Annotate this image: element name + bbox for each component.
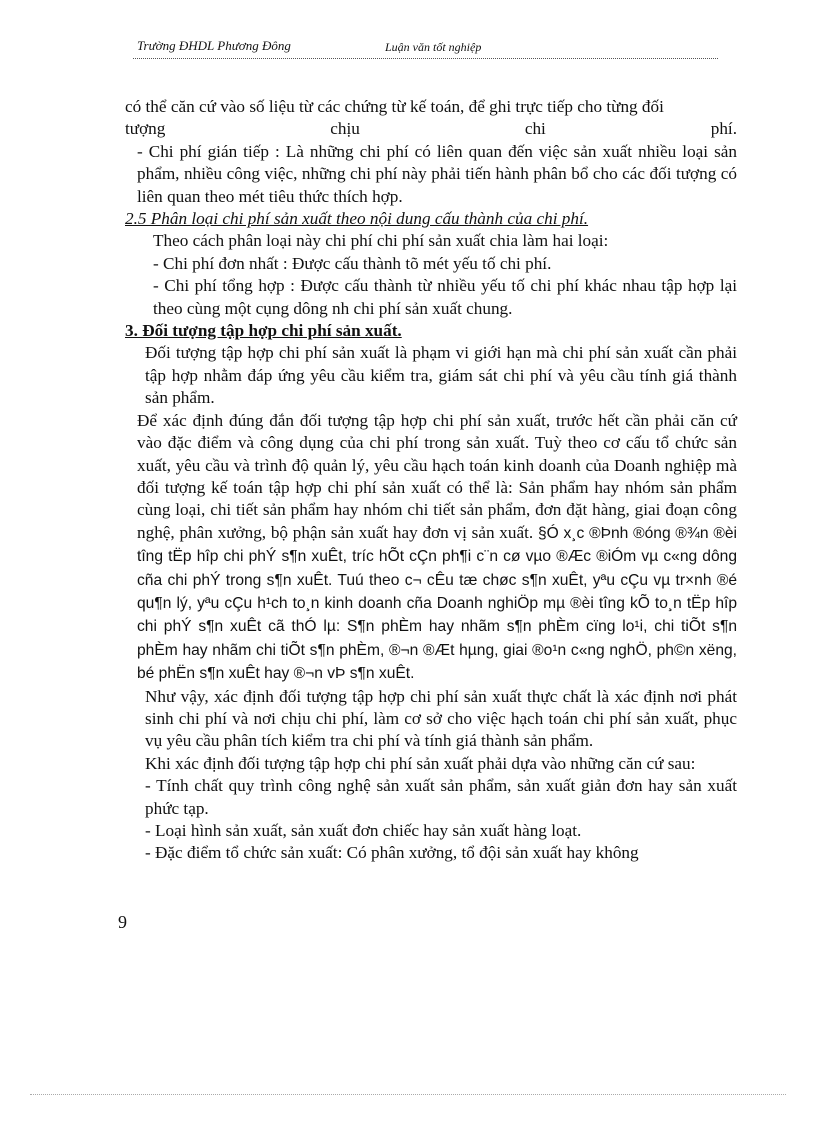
para1-word2: chịu: [330, 119, 360, 139]
section-3-heading: 3. Đối tượng tập hợp chi phí sản xuất.: [125, 321, 402, 341]
section-2-5-title: 2.5 Phân loại chi phí sản xuất theo nội dung cấu thành của chi phí.: [125, 209, 589, 229]
page-header: [133, 34, 718, 59]
paragraph-classification: Theo cách phân loại này chi phí chi phí sản xuất chia làm hai loại:: [153, 231, 609, 251]
para1-word1: tượng: [125, 119, 166, 139]
paragraph-technology: - Tính chất quy trình công nghệ sản xuất sản phẩm, sản xuất giản đơn hay sản xuất phức tạp.: [145, 776, 737, 818]
determination-garbled-text: §Ó x¸c ®Þnh ®óng ®¾n ®èi tîng tËp hîp chi phÝ s¶n xuÊt, tríc hÕt cÇn ph¶i c¨n cø vµo ®Æc ®iÓm vµ c«ng dông cña chi phÝ trong s¶n xuÊt. Tuú theo c¬ cÊu tæ chøc s¶n xuÊt, yªu cÇu vµ tr×nh ®é qu¶n lý, yªu cÇu h¹ch to¸n kinh doanh cña Doanh nghiÖp mµ ®èi tîng kÕ to¸n tËp hîp chi phÝ s¶n xuÊt cã thÓ lµ: S¶n phÈm hay nhãm s¶n phÈm cïng lo¹i, chi tiÕt s¶n phÈm hay nhãm chi tiÕt s¶n phÈm, ®¬n ®Æt hµng, giai ®o¹n c«ng nghÖ, ph©n xëng, bé phËn s¶n xuÊt hay ®¬n vÞ s¶n xuÊt.: [137, 524, 737, 683]
determination-text: Để xác định đúng đắn đối tượng tập hợp chi phí sản xuất, trước hết cần phải căn cứ vào đặc điểm và công dụng của chi phí trong sản xuất. Tuỳ theo cơ cấu tổ chức sản xuất, yêu cầu và trình độ quản lý, yêu cầu hạch toán kinh doanh của Doanh nghiệp mà đối tượng kế toán tập hợp chi phí sản xuất có thể là: Sản phẩm hay nhóm sản phẩm cùng loại, chi tiết sản phẩm hay nhóm chi tiết sản phẩm, đơn đặt hàng, giai đoạn công nghệ, phân xưởng, bộ phận sản xuất hay đơn vị sản xuất.: [137, 410, 737, 542]
paragraph-indirect-cost: - Chi phí gián tiếp : Là những chi phí có liên quan đến việc sản xuất nhiều loại sản phẩm, nhiều công việc, những chi phí này phải tiến hành phân bổ cho các đối tượng có liên quan theo mét tiêu thức thích hợp.: [137, 141, 737, 206]
paragraph-summary: Như vậy, xác định đối tượng tập hợp chi phí sản xuất thực chất là xác định nơi phát sinh chi phí và nơi chịu chi phí, làm cơ sở cho việc hạch toán chi phí sản xuất, phục vụ yêu cầu phân tích kiểm tra chi phí và tính giá thành sản phẩm.: [145, 686, 737, 751]
para1-line2: [125, 118, 737, 140]
paragraph-production-type: - Loại hình sản xuất, sản xuất đơn chiếc hay sản xuất hàng loạt.: [145, 821, 582, 840]
paragraph-single-cost: - Chi phí đơn nhất : Được cấu thành tõ mét yếu tố chi phí.: [153, 253, 552, 273]
footer-divider: [30, 1094, 786, 1095]
page-number: 9: [118, 912, 127, 932]
document-body: [125, 96, 737, 865]
paragraph-definition: Đối tượng tập hợp chi phí sản xuất là phạm vi giới hạn mà chi phí sản xuất cần phải tập hợp nhằm đáp ứng yêu cầu kiểm tra, giám sát chi phí và yêu cầu tính giá thành sản phẩm.: [145, 343, 737, 408]
para1-line1: có thể căn cứ vào số liệu từ các chứng từ kế toán, để ghi trực tiếp cho từng đối: [125, 97, 664, 116]
paragraph-organization: - Đặc điểm tổ chức sản xuất: Có phân xưởng, tổ đội sản xuất hay không: [145, 843, 639, 863]
header-school: Trường ĐHDL Phương Đông: [137, 38, 291, 53]
paragraph-determination: [125, 410, 737, 686]
paragraph-basis: Khi xác định đối tượng tập hợp chi phí sản xuất phải dựa vào những căn cứ sau:: [145, 753, 696, 773]
para1-word4: phí.: [710, 119, 737, 139]
para1-word3: chi: [524, 119, 546, 139]
paragraph-composite-cost: - Chi phí tổng hợp : Được cấu thành từ nhiều yếu tố chi phí khác nhau tập hợp lại theo cùng một cụng dông nh chi phí sản xuất chung.: [153, 276, 737, 318]
header-doc-type: Luận văn tốt nghiệp: [385, 40, 482, 54]
